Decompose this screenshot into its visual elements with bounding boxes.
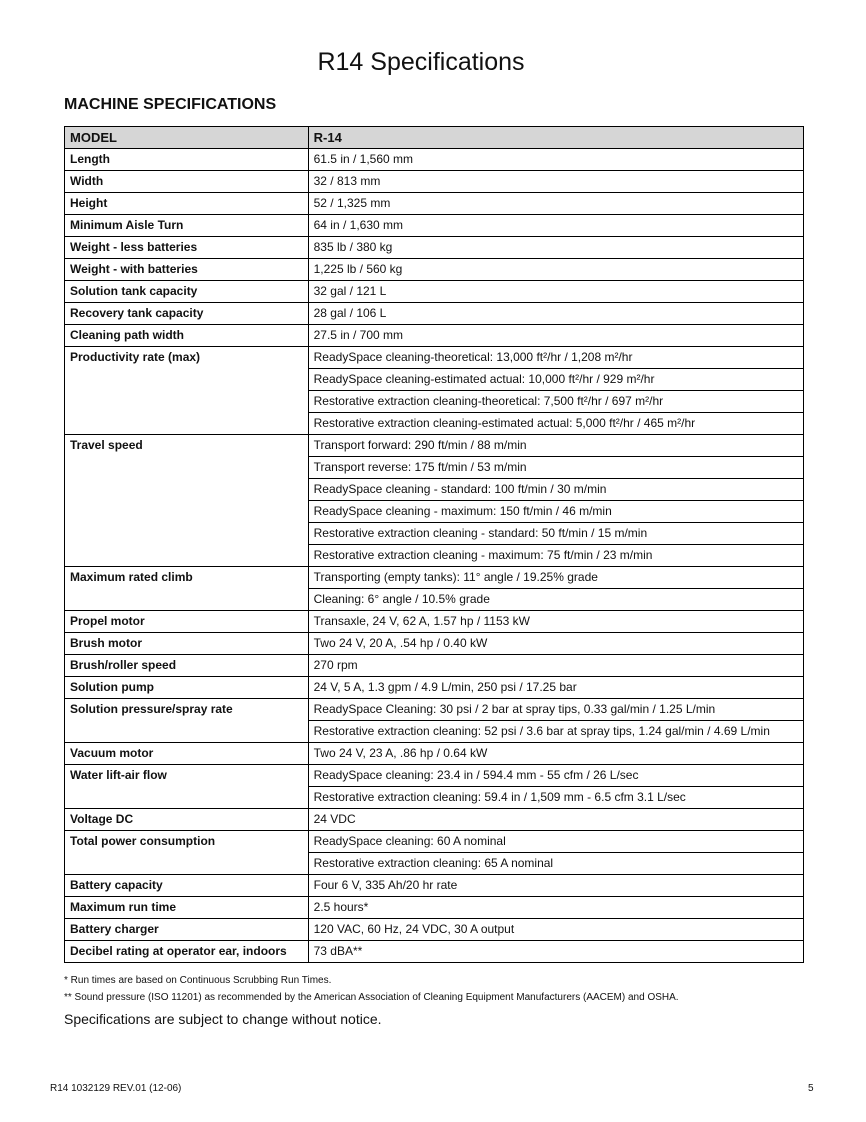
table-row <box>65 435 804 457</box>
spec-value: Cleaning: 6° angle / 10.5% grade <box>308 589 803 611</box>
table-row <box>65 633 804 655</box>
spec-value: 1,225 lb / 560 kg <box>308 259 803 281</box>
table-row <box>65 567 804 589</box>
section-title: MACHINE SPECIFICATIONS <box>64 96 277 113</box>
spec-label: Solution tank capacity <box>65 281 309 303</box>
table-row <box>65 259 804 281</box>
spec-label: Voltage DC <box>65 809 309 831</box>
spec-table <box>64 126 804 963</box>
spec-value: 28 gal / 106 L <box>308 303 803 325</box>
change-notice: Specifications are subject to change without notice. <box>64 1011 382 1027</box>
table-row <box>65 281 804 303</box>
table-row <box>65 149 804 171</box>
spec-value: 835 lb / 380 kg <box>308 237 803 259</box>
spec-value: 270 rpm <box>308 655 803 677</box>
table-row <box>65 215 804 237</box>
spec-label: Solution pump <box>65 677 309 699</box>
spec-value: ReadySpace cleaning: 60 A nominal <box>308 831 803 853</box>
spec-label: Maximum run time <box>65 897 309 919</box>
header-model-value: R-14 <box>308 127 803 149</box>
spec-label: Propel motor <box>65 611 309 633</box>
spec-label: Minimum Aisle Turn <box>65 215 309 237</box>
spec-label: Decibel rating at operator ear, indoors <box>65 941 309 963</box>
spec-value: 24 VDC <box>308 809 803 831</box>
table-row <box>65 611 804 633</box>
spec-value: 120 VAC, 60 Hz, 24 VDC, 30 A output <box>308 919 803 941</box>
table-row <box>65 303 804 325</box>
spec-label: Vacuum motor <box>65 743 309 765</box>
spec-value: Four 6 V, 335 Ah/20 hr rate <box>308 875 803 897</box>
spec-value: 73 dBA** <box>308 941 803 963</box>
spec-label: Solution pressure/spray rate <box>65 699 309 743</box>
table-row <box>65 325 804 347</box>
table-row <box>65 875 804 897</box>
table-row <box>65 919 804 941</box>
spec-value: Two 24 V, 20 A, .54 hp / 0.40 kW <box>308 633 803 655</box>
spec-value: 32 / 813 mm <box>308 171 803 193</box>
table-row <box>65 809 804 831</box>
spec-value: 2.5 hours* <box>308 897 803 919</box>
table-row <box>65 897 804 919</box>
spec-value: Transport reverse: 175 ft/min / 53 m/min <box>308 457 803 479</box>
table-row <box>65 765 804 787</box>
spec-value: 27.5 in / 700 mm <box>308 325 803 347</box>
spec-label: Water lift-air flow <box>65 765 309 809</box>
spec-label: Travel speed <box>65 435 309 567</box>
spec-value: ReadySpace cleaning-theoretical: 13,000 ft²/hr / 1,208 m²/hr <box>308 347 803 369</box>
footnote-sound-pressure: ** Sound pressure (ISO 11201) as recommended by the American Association of Cleaning Equipment Manufacturers (AACEM) and OSHA. <box>64 992 679 1003</box>
spec-value: Transport forward: 290 ft/min / 88 m/min <box>308 435 803 457</box>
table-row <box>65 237 804 259</box>
page-title: R14 Specifications <box>317 48 525 76</box>
spec-value: Restorative extraction cleaning: 65 A nominal <box>308 853 803 875</box>
spec-value: ReadySpace cleaning: 23.4 in / 594.4 mm - 55 cfm / 26 L/sec <box>308 765 803 787</box>
footnotes <box>64 972 679 1006</box>
spec-label: Width <box>65 171 309 193</box>
header-model-label: MODEL <box>65 127 309 149</box>
spec-value: 24 V, 5 A, 1.3 gpm / 4.9 L/min, 250 psi / 17.25 bar <box>308 677 803 699</box>
spec-label: Weight - less batteries <box>65 237 309 259</box>
table-row <box>65 699 804 721</box>
spec-value: Restorative extraction cleaning - maximum: 75 ft/min / 23 m/min <box>308 545 803 567</box>
table-row <box>65 831 804 853</box>
spec-value: Transaxle, 24 V, 62 A, 1.57 hp / 1153 kW <box>308 611 803 633</box>
spec-value: ReadySpace cleaning-estimated actual: 10,000 ft²/hr / 929 m²/hr <box>308 369 803 391</box>
spec-value: Restorative extraction cleaning-theoretical: 7,500 ft²/hr / 697 m²/hr <box>308 391 803 413</box>
spec-label: Brush/roller speed <box>65 655 309 677</box>
spec-label: Productivity rate (max) <box>65 347 309 435</box>
spec-value: Restorative extraction cleaning - standard: 50 ft/min / 15 m/min <box>308 523 803 545</box>
table-row <box>65 347 804 369</box>
spec-value: Restorative extraction cleaning-estimated actual: 5,000 ft²/hr / 465 m²/hr <box>308 413 803 435</box>
table-header-row <box>65 127 804 149</box>
spec-value: 61.5 in / 1,560 mm <box>308 149 803 171</box>
spec-value: ReadySpace cleaning - standard: 100 ft/min / 30 m/min <box>308 479 803 501</box>
spec-label: Recovery tank capacity <box>65 303 309 325</box>
table-row <box>65 677 804 699</box>
spec-value: Restorative extraction cleaning: 52 psi / 3.6 bar at spray tips, 1.24 gal/min / 4.69 L/min <box>308 721 803 743</box>
spec-table-body <box>65 149 804 963</box>
spec-value: Two 24 V, 23 A, .86 hp / 0.64 kW <box>308 743 803 765</box>
spec-label: Weight - with batteries <box>65 259 309 281</box>
spec-label: Cleaning path width <box>65 325 309 347</box>
spec-label: Height <box>65 193 309 215</box>
spec-label: Length <box>65 149 309 171</box>
footer-doc-id: R14 1032129 REV.01 (12-06) <box>50 1083 182 1094</box>
table-row <box>65 743 804 765</box>
footnote-run-time: * Run times are based on Continuous Scrubbing Run Times. <box>64 975 332 986</box>
spec-label: Battery capacity <box>65 875 309 897</box>
spec-value: 64 in / 1,630 mm <box>308 215 803 237</box>
spec-label: Battery charger <box>65 919 309 941</box>
spec-value: Restorative extraction cleaning: 59.4 in / 1,509 mm - 6.5 cfm 3.1 L/sec <box>308 787 803 809</box>
spec-value: 32 gal / 121 L <box>308 281 803 303</box>
table-row <box>65 171 804 193</box>
table-row <box>65 655 804 677</box>
spec-label: Total power consumption <box>65 831 309 875</box>
spec-label: Brush motor <box>65 633 309 655</box>
spec-value: ReadySpace Cleaning: 30 psi / 2 bar at spray tips, 0.33 gal/min / 1.25 L/min <box>308 699 803 721</box>
spec-value: 52 / 1,325 mm <box>308 193 803 215</box>
spec-value: ReadySpace cleaning - maximum: 150 ft/min / 46 m/min <box>308 501 803 523</box>
spec-label: Maximum rated climb <box>65 567 309 611</box>
spec-value: Transporting (empty tanks): 11° angle / 19.25% grade <box>308 567 803 589</box>
footer-page-number: 5 <box>808 1083 814 1094</box>
table-row <box>65 941 804 963</box>
table-row <box>65 193 804 215</box>
